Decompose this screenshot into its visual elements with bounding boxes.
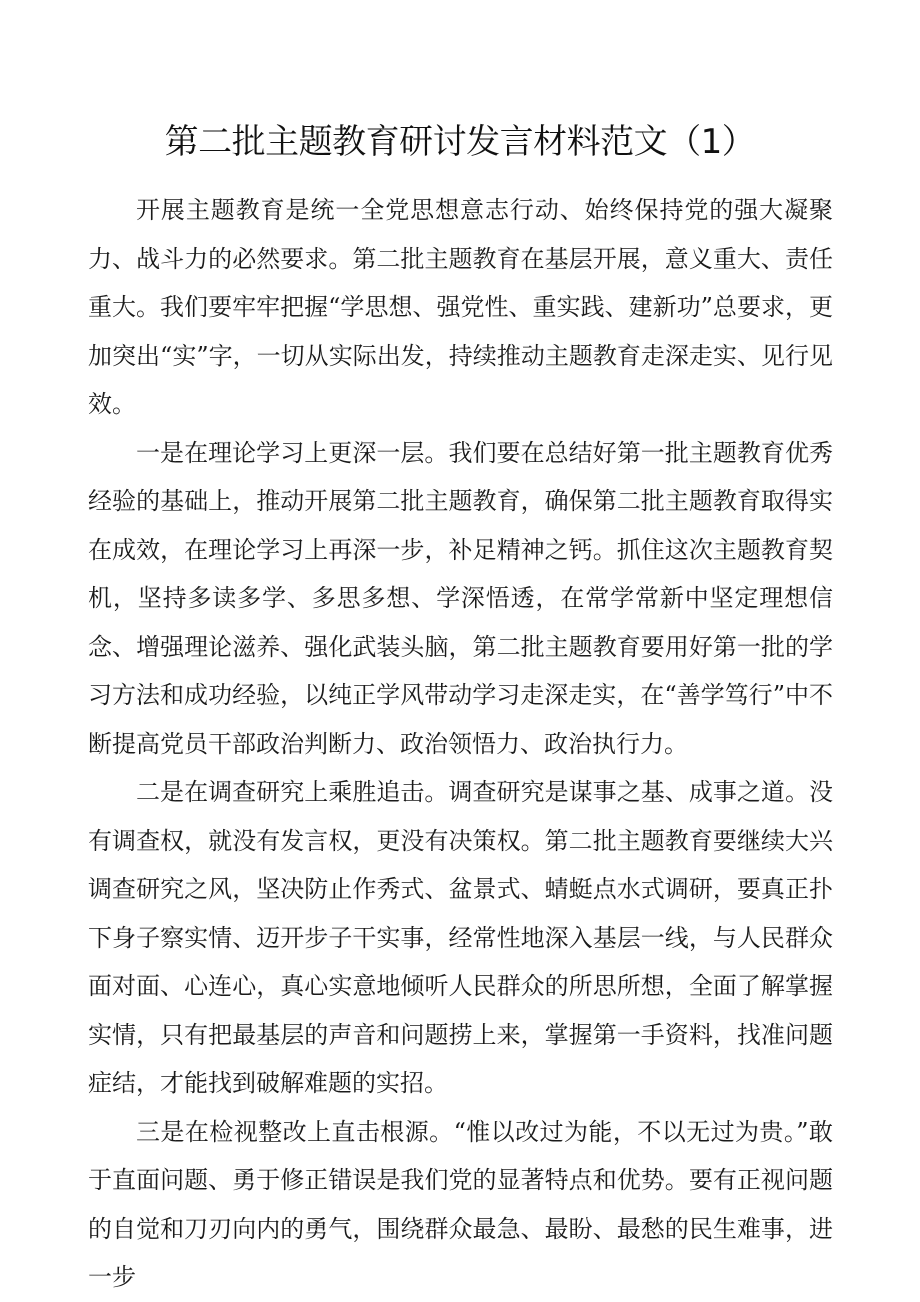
document-title: 第二批主题教育研讨发言材料范文（1）: [164, 122, 756, 162]
paragraph-intro: 开展主题教育是统一全党思想意志行动、始终保持党的强大凝聚力、战斗力的必然要求。第二批主题教育在基层开展，意义重大、责任重大。我们要牢牢把握“学思想、强党性、重实践、建新功”总要求，更加突出“实”字，一切从实际出发，持续推动主题教育走深走实、见行见效。: [88, 196, 833, 418]
document-body: [88, 186, 833, 1302]
paragraph-investigation-research: 二是在调查研究上乘胜追击。调查研究是谋事之基、成事之道。没有调查权，就没有发言权，更没有决策权。第二批主题教育要继续大兴调查研究之风，坚决防止作秀式、盆景式、蜻蜓点水式调研，要真正扑下身子察实情、迈开步子干实事，经常性地深入基层一线，与人民群众面对面、心连心，真心实意地倾听人民群众的所思所想，全面了解掌握实情，只有把最基层的声音和问题捞上来，掌握第一手资料，找准问题症结，才能找到破解难题的实招。: [88, 778, 833, 1097]
paragraph-theory-study: 一是在理论学习上更深一层。我们要在总结好第一批主题教育优秀经验的基础上，推动开展第二批主题教育，确保第二批主题教育取得实在成效，在理论学习上再深一步，补足精神之钙。抓住这次主题教育契机，坚持多读多学、多思多想、学深悟透，在常学常新中坚定理想信念、增强理论滋养、强化武装头脑，第二批主题教育要用好第一批的学习方法和成功经验，以纯正学风带动学习走深走实，在“善学笃行”中不断提高党员干部政治判断力、政治领悟力、政治执行力。: [88, 438, 833, 758]
paragraph-inspection-rectification: 三是在检视整改上直击根源。“惟以改过为能，不以无过为贵。”敢于直面问题、勇于修正错误是我们党的显著特点和优势。要有正视问题的自觉和刀刃向内的勇气，围绕群众最急、最盼、最愁的民生难事，进一步: [88, 1117, 833, 1291]
